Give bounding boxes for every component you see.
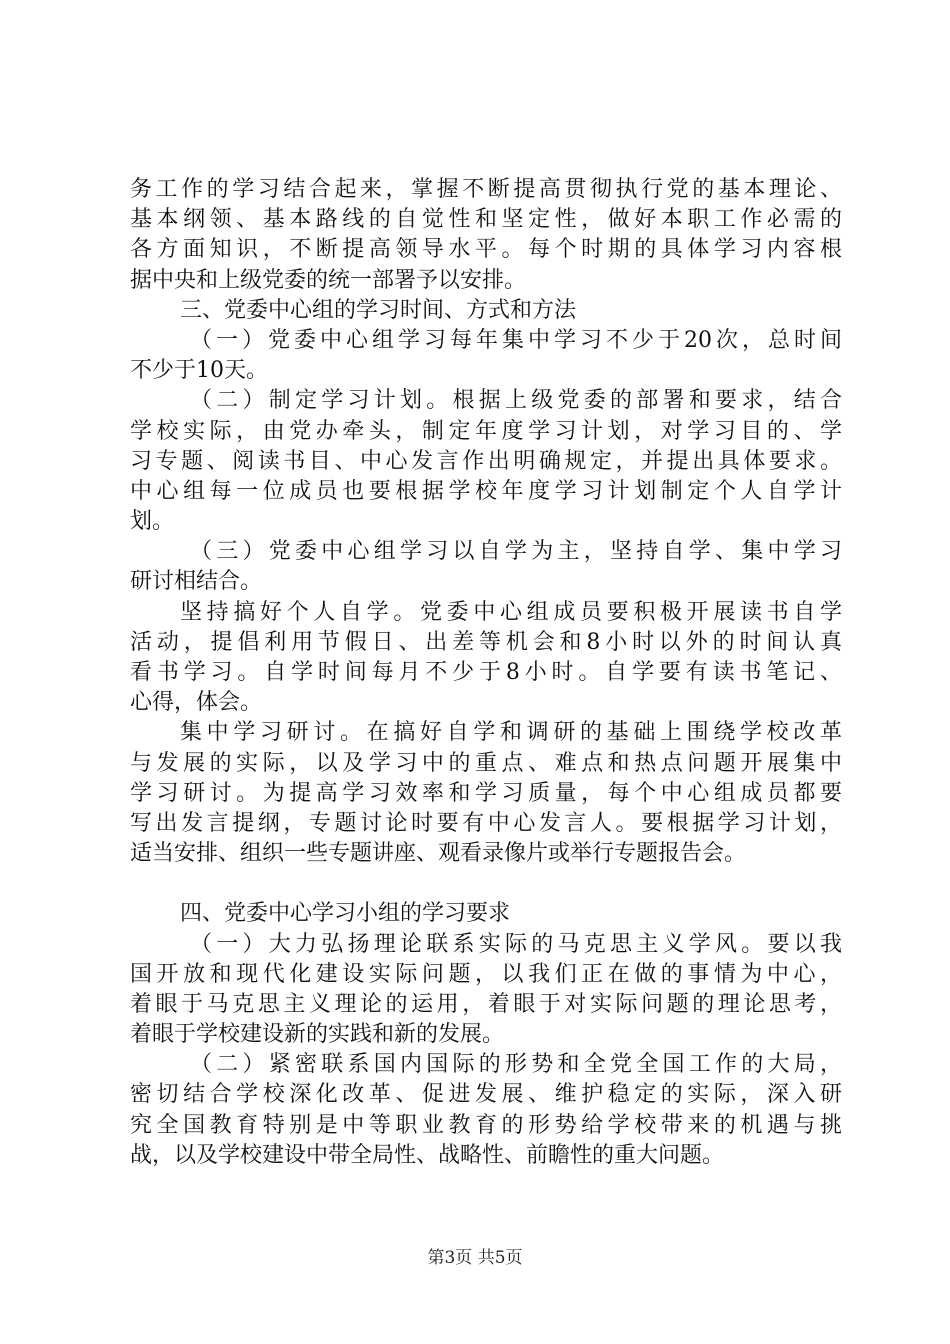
paragraph (130, 537, 842, 597)
text-line: 四、党委中心学习小组的学习要求 (180, 901, 511, 927)
text-line: 看书学习。自学时间每月不少于8小时。自学要有读书笔记、 (130, 660, 842, 685)
paragraph (130, 718, 842, 869)
text-line: （一）大力弘扬理论联系实际的马克思主义学风。要以我 (190, 931, 842, 957)
paragraph (130, 930, 842, 1051)
text-line: 活动，提倡利用节假日、出差等机会和8小时以外的时间认真 (130, 629, 842, 655)
text-line: 研讨相结合。 (130, 569, 263, 595)
paragraph (130, 386, 842, 537)
text-line: 着眼于学校建设新的实践和新的发展。 (130, 1022, 505, 1048)
text-line: 习专题、阅读书目、中心发言作出明确规定，并提出具体要求。 (130, 448, 842, 474)
text-line: 坚持搞好个人自学。党委中心组成员要积极开展读书自学 (180, 599, 842, 625)
paragraph (130, 598, 842, 719)
text-line: 战，以及学校建设中带全局性、战略性、前瞻性的重大问题。 (130, 1142, 725, 1168)
text-line: 各方面知识，不断提高领导水平。每个时期的具体学习内容根 (130, 237, 842, 263)
text-line: 着眼于马克思主义理论的运用，着眼于对实际问题的理论思考， (130, 991, 842, 1017)
text-line: 国开放和现代化建设实际问题，以我们正在做的事情为中心， (130, 961, 842, 987)
text-line: 中心组每一位成员也要根据学校年度学习计划制定个人自学计 (130, 478, 842, 504)
text-line: 写出发言提纲，专题讨论时要有中心发言人。要根据学习计划， (130, 810, 842, 836)
text-line: 不少于10天。 (130, 358, 268, 384)
paragraph (130, 1050, 842, 1171)
text-line: 据中央和上级党委的统一部署予以安排。 (130, 267, 527, 293)
text-line: （二）紧密联系国内国际的形势和全党全国工作的大局， (190, 1052, 842, 1078)
paragraph (130, 326, 842, 386)
paragraph (130, 296, 842, 326)
text-line: 适当安排、组织一些专题讲座、观看录像片或举行专题报告会。 (130, 841, 747, 867)
text-line: 基本纲领、基本路线的自觉性和坚定性，做好本职工作必需的 (130, 207, 842, 233)
text-line: 三、党委中心组的学习时间、方式和方法 (180, 297, 577, 323)
text-line: 密切结合学校深化改革、促进发展、维护稳定的实际，深入研 (130, 1082, 842, 1108)
paragraph-gap (130, 869, 842, 899)
text-line: （二）制定学习计划。根据上级党委的部署和要求，结合 (190, 388, 842, 414)
text-line: 究全国教育特别是中等职业教育的形势给学校带来的机遇与挑 (130, 1112, 842, 1138)
paragraph (130, 899, 842, 929)
text-line: 划。 (130, 509, 175, 535)
text-line: 与发展的实际，以及学习中的重点、难点和热点问题开展集中 (130, 750, 842, 776)
text-line: 集中学习研讨。在搞好自学和调研的基础上围绕学校改革 (180, 720, 842, 746)
text-line: （三）党委中心组学习以自学为主，坚持自学、集中学习 (190, 539, 842, 565)
text-line: 务工作的学习结合起来，掌握不断提高贯彻执行党的基本理论、 (130, 177, 842, 202)
text-line: 学习研讨。为提高学习效率和学习质量，每个中心组成员都要 (130, 780, 842, 806)
text-line: （一）党委中心组学习每年集中学习不少于20次，总时间 (190, 327, 842, 353)
document-body (130, 175, 842, 1171)
paragraph (130, 175, 842, 296)
text-line: 心得，体会。 (130, 690, 263, 716)
page-footer: 第3页 共5页 (427, 1248, 523, 1268)
text-line: 学校实际，由党办牵头，制定年度学习计划，对学习目的、学 (130, 418, 842, 444)
